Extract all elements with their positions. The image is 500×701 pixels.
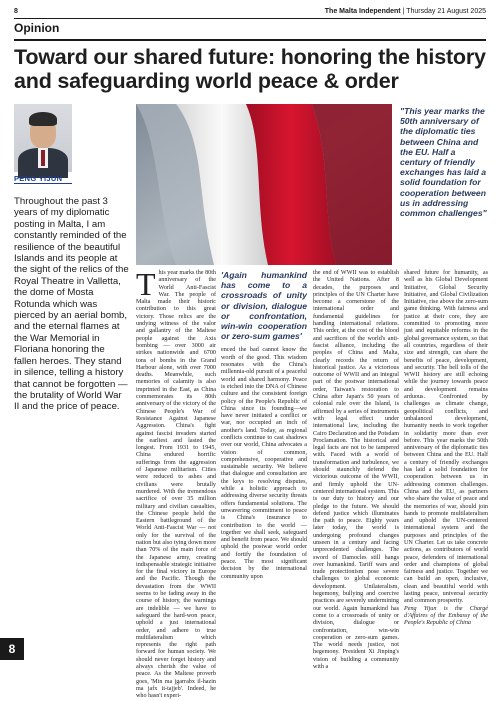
publication-name: The Malta Independent — [324, 7, 401, 15]
author-photo — [14, 104, 72, 172]
side-pull-quote: "This year marks the 50th anniversary of the diplomatic ties between China and the EU. Half a century of friendly exchanges has laid a solid foundation for cooperation between us in addressing common challenges" — [400, 106, 487, 219]
author-signature: Peng Yijun is the Chargé d'Affaires of the Embassy of the People's Republic of China — [404, 605, 488, 627]
masthead — [14, 5, 486, 17]
body-column-4 — [404, 270, 488, 628]
byline-rule — [14, 183, 72, 184]
masthead-page-number: 8 — [14, 7, 18, 15]
body-paragraph — [136, 266, 216, 701]
masthead-rule — [14, 18, 486, 19]
lead-paragraph: Throughout the past 3 years of my diplomatic posting in Malta, I am constantly reminded of the resilience of the beautiful Islands and its people at the sight of the relics of the Royal Theatre in Valletta, the dome of Mosta Rotunda which was pierced by an aerial bomb, and the eternal flames at the War Memorial in Floriana honoring the fallen heroes. They stand in silence, telling a history that cannot be forgotten — the brutality of World War II and the price of peace. — [14, 196, 129, 413]
headline: Toward our shared future: honoring the history and safeguarding world peace & order — [14, 45, 486, 93]
body-paragraph: enced the bad cannot know the worth of the good. This wisdom resonates with the China's millennia-old pursuit of a peaceful world and shared harmony. Peace is etched into the DNA of Chinese culture and the consistent foreign policy of the People's Republic of China since its founding—we have never initiated a conflict or war, nor occupied an inch of another's land. Today, as regional conflicts continue to cast shadows over our world, China advocates a vision of common, comprehensive, cooperative and sustainable security. We believe that dialogue and consultation are the keys to resolving disputes, while a holistic approach to addressing diverse security threats offers fundamental solutions. The unwavering commitment to peace is China's insurance to contribution to the world — together we shall seek, safeguard and benefit from peace. We should uphold the postwar world order and fortify the foundation of peace. The most significant decision by the international community upon — [221, 347, 307, 580]
flags-svg — [136, 104, 392, 265]
pull-quote: 'Again humankind has come to a crossroads of unity or division, dialogue or confrontation, win-win cooperation or zero-sum games' — [221, 270, 307, 342]
body-paragraph: the end of WWII was to establish the United Nations. After 8 decades, the purposes and principles of the UN Charter have become a cornerstone of the international order and fundamental guidelines for handling international relations. This order, at the cost of the blood and sacrifices of the world's anti-fascist alliance, including the peoples of China and Malta, clearly records the return of historical justice. As a victorious outcome of WWII and an integral part of the postwar international order, Taiwan's restoration to China after Japan's 50 years of colonial rule over the Island, is affirmed by a series of instruments with legal effect under international law, including the Cairo Declaration and the Potsdam Proclamation. The historical and legal facts are not to be tampered with. Faced with a world of transformation and turbulence, we should staunchly defend the victorious outcome of the WWII, and firmly uphold the UN-centered international system. This is our duty to history and our pledge to the future. We should defend justice which illuminates the path to peace. Eighty years later today, the world is undergoing profound changes unseen in a century and facing unprecedented challenges. The sword of Damocles still hangs over humankind. Tariff wars and trade protectionism pose severe challenges to global economic development. Unilateralism, hegemony, bullying and coercive practices are severely undermining our world. Again humankind has come to a crossroads of unity or division, dialogue or confrontation, win-win cooperation or zero-sum games. The world needs justice, not hegemony. President Xi Jinping's vision of building a community with a — [313, 270, 399, 671]
publication-date: Thursday 21 August 2025 — [406, 7, 486, 15]
author-byline: PENG YIJUN — [14, 174, 63, 183]
body-paragraph: shared future for humanity, as well as his Global Development Initiative, Global Security Initiative, and Global Civilization Initiative, rise above the zero-sum game thinking. With fairness and justice at their core, they are committed to promoting more just and equitable reforms in the global governance system, so that all countries, regardless of their size and strength, can share the benefits of peace, development, and security. The bell tolls of the WWII history are still echoing while the journey towards peace and development remains arduous. Confronted by challenges as climate change, geopolitical conflicts, and unbalanced development, humanity needs to work together in solidarity more than ever before. This year marks the 50th anniversary of the diplomatic ties between China and the EU. Half a century of friendly exchanges has laid a solid foundation for cooperation between us in addressing common challenges. China and the EU, as partners who share the value of peace and the memories of war, should join hands to promote multilateralism and uphold the UN-centered international system and the purposes and principles of the UN Charter. Let us take concrete actions, as contributors of world peace, defenders of international order and champions of global fairness and justice. Together we can build an open, inclusive, clean and beautiful world with lasting peace, universal security and common prosperity. — [404, 270, 488, 605]
masthead-right — [325, 8, 486, 15]
section-label: Opinion — [14, 21, 60, 35]
body-column-2 — [221, 270, 307, 581]
body-text: his year marks the 80th anniversary of the World Anti-Fascist War. The people of Malta made their historic contribution to this great victory. Those relics are the undying witness of the valor and gallantry of the Maltese people against the Axis bombing — over 3000 air strikes nationwide and 6700 tons of bombs in the Grand Harbour alone, with over 7000 deaths. Meanwhile, such memories of calamity is also imprinted in the East, as China commemorates its 80th anniversary of the victory of the Chinese People's War of Resistance Against Japanese Aggression. China's fight against fascist invaders started the earliest and lasted the longest. From 1931 to 1945, China endured horrific sufferings from the aggression of Japanese militarism. Cities were reduced to ashes and civilians were brutally murdered. With the tremendous sacrifice of over 35 million military and civilian casualties, the Chinese people held the Eastern battleground of the World Anti-Fascist War — not only for the survival of the nation but also tying down more than 70% of the main force of the Japanese army, creating indispensable strategic initiative for the final victory in Europe and the Pacific. Though the devastation from the WWII seems to be fading away in the course of history, the warnings are indelible — we have to safeguard the hard-won peace, uphold a just international order, and adhere to true multilateralism which represents the right path forward for human society. We should never forget history and always cherish the value of peace. As the Maltese proverb goes, 'Min ma jgarrabx il-hazin ma jafx it-tajjeb'. Indeed, he who hasn't experi- — [136, 270, 216, 700]
masthead-separator: | — [402, 7, 407, 15]
drop-cap: T — [136, 266, 156, 302]
section-rule — [14, 39, 486, 41]
body-column-3 — [313, 270, 399, 671]
flags-illustration-icon — [136, 104, 392, 265]
body-column-1 — [136, 266, 216, 701]
footer-page-number: 8 — [0, 638, 24, 660]
